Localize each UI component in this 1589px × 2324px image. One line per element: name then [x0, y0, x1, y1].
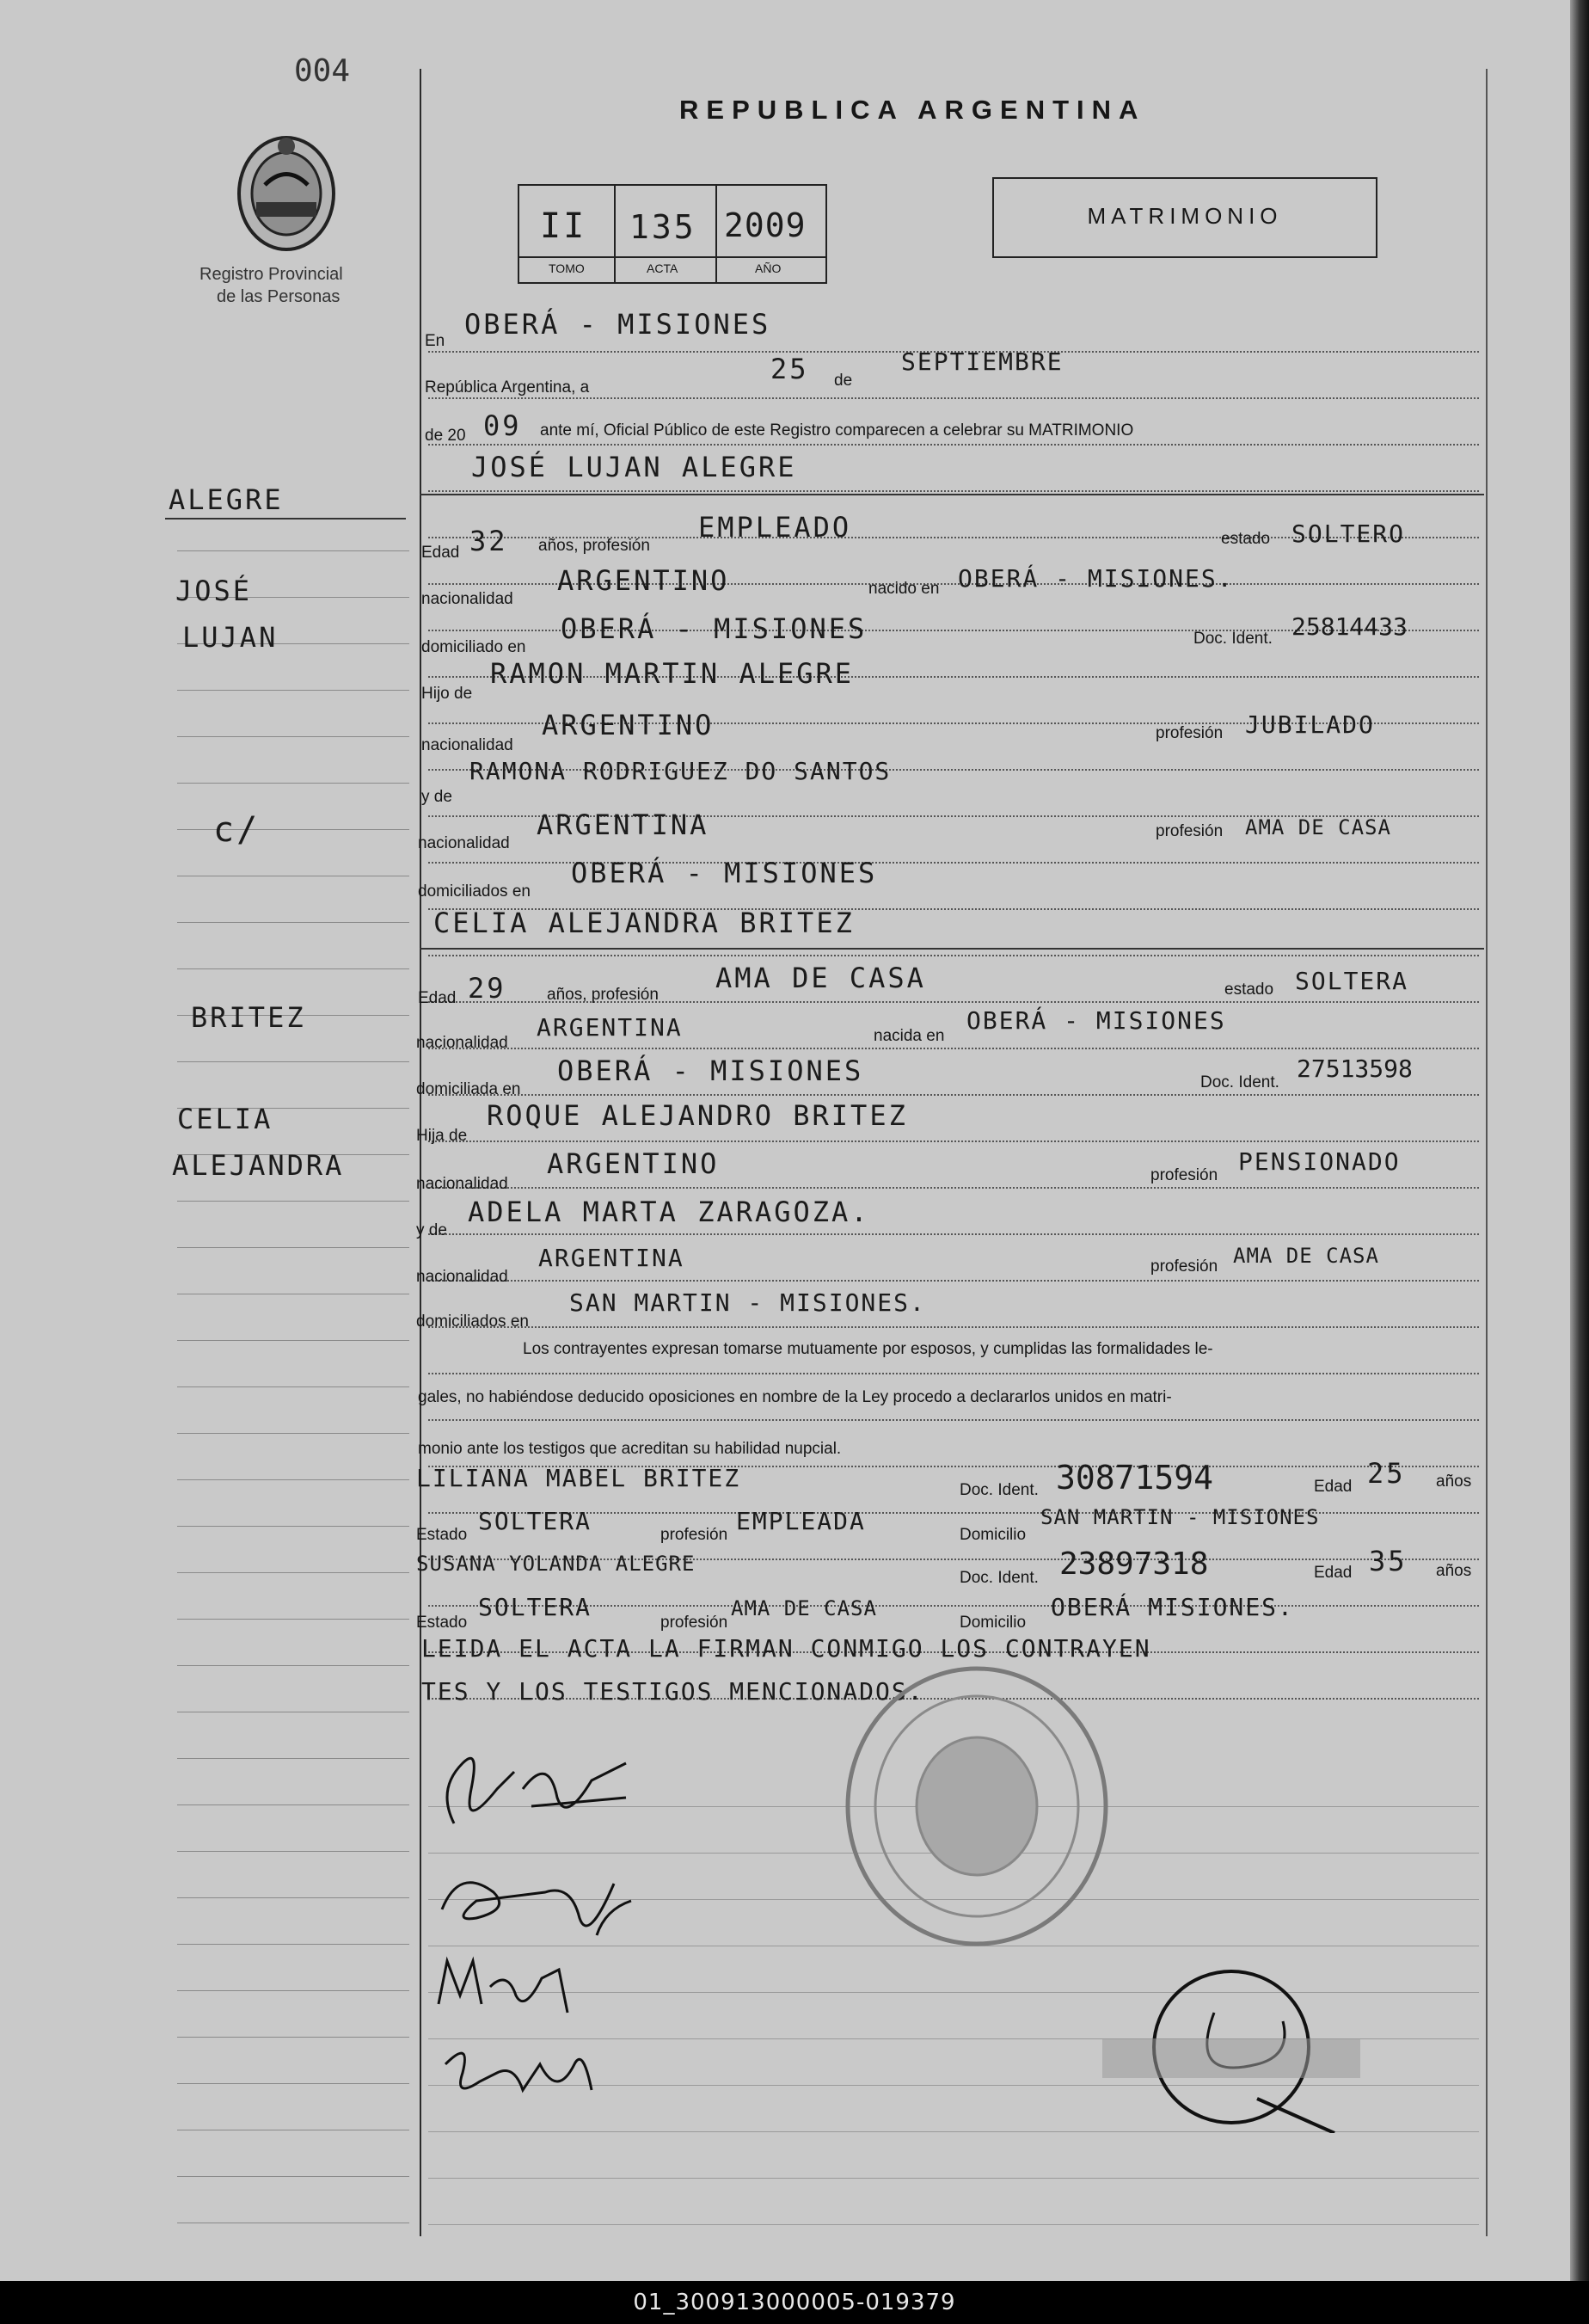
- marriage-year: 09: [483, 409, 522, 442]
- registry-name-line1: Registro Provincial: [199, 265, 343, 284]
- witness1-domicile: SAN MARTIN - MISIONES: [1040, 1505, 1320, 1529]
- registry-name-line2: de las Personas: [217, 287, 340, 306]
- body-rule: [428, 955, 1479, 956]
- margin-rule: [177, 1340, 409, 1341]
- bride-nacionalidad-label: nacionalidad: [416, 1034, 508, 1052]
- groom-doc: 25814433: [1291, 612, 1408, 641]
- margin-groom-surname: ALEGRE: [169, 483, 284, 516]
- groom-edad-label: Edad: [421, 544, 460, 562]
- witness2-anos-label: años: [1436, 1562, 1472, 1580]
- margin-rule: [177, 829, 409, 830]
- intro-sentence: ante mí, Oficial Público de este Registro comparecen a celebrar su MATRIMONIO: [540, 421, 1134, 440]
- body-rule: [428, 1094, 1479, 1096]
- anio-value: 2009: [724, 206, 807, 244]
- groom-nationality: ARGENTINO: [557, 564, 730, 597]
- bride-signature-icon: [425, 1849, 648, 1952]
- declaration-line2: gales, no habiéndose deducido oposiciones en nombre de la Ley procedo a declararlos unidos en matri-: [418, 1388, 1172, 1406]
- body-rule: [428, 1233, 1479, 1235]
- footer-bar: [0, 2281, 1589, 2324]
- margin-bride-surname: BRITEZ: [191, 1001, 306, 1034]
- body-rule: [428, 1373, 1479, 1374]
- bride-mother-nationality: ARGENTINA: [538, 1244, 684, 1272]
- groom-signature-icon: [428, 1737, 652, 1841]
- witness2-domicile: OBERÁ MISIONES.: [1051, 1593, 1294, 1621]
- bride-father-nac-label: nacionalidad: [416, 1175, 508, 1193]
- bride-yde-label: y de: [416, 1221, 447, 1239]
- bride-mother-nac-label: nacionalidad: [416, 1268, 508, 1286]
- margin-bride-given2: ALEJANDRA: [172, 1149, 345, 1182]
- groom-mother: RAMONA RODRIGUEZ DO SANTOS: [469, 757, 892, 785]
- bride-mother: ADELA MARTA ZARAGOZA.: [468, 1196, 870, 1228]
- margin-rule: [177, 1990, 409, 1991]
- margin-rule: [177, 1572, 409, 1573]
- body-rule: [428, 1326, 1479, 1328]
- margin-rule: [177, 1665, 409, 1666]
- groom-mother-profession: AMA DE CASA: [1245, 815, 1391, 839]
- officer-signature-stamp-icon: [1085, 1961, 1377, 2133]
- witness2-doc: 23897318: [1059, 1546, 1209, 1582]
- groom-nacido-label: nacido en: [868, 580, 940, 598]
- margin-rule: [177, 1758, 409, 1759]
- section-divider: [420, 494, 1484, 495]
- margin-rule: [177, 1479, 409, 1480]
- body-rule: [428, 1419, 1479, 1421]
- signature-rule: [428, 2178, 1479, 2179]
- groom-domiciliado-label: domiciliado en: [421, 638, 526, 656]
- groom-father-prof-label: profesión: [1156, 724, 1224, 742]
- groom-age: 32: [469, 525, 508, 557]
- margin-rule: [177, 736, 409, 737]
- margin-rule: [177, 550, 409, 551]
- margin-rule: [177, 1061, 409, 1062]
- margin-rule: [177, 1944, 409, 1945]
- margin-groom-given2: LUJAN: [182, 621, 279, 654]
- groom-father-nac-label: nacionalidad: [421, 736, 513, 754]
- groom-name: JOSÉ LUJAN ALEGRE: [471, 451, 797, 483]
- groom-estado: SOLTERO: [1291, 520, 1406, 548]
- witness1-estado-label: Estado: [416, 1526, 468, 1544]
- bride-birthplace: OBERÁ - MISIONES: [966, 1006, 1226, 1035]
- margin-rule: [177, 1526, 409, 1527]
- declaration-line3: monio ante los testigos que acreditan su habilidad nupcial.: [418, 1440, 842, 1458]
- witness2-domic-label: Domicilio: [960, 1614, 1027, 1632]
- acta-label: ACTA: [647, 261, 678, 275]
- witness1-signature-icon: [430, 1944, 585, 2030]
- margin-rule: [177, 1201, 409, 1202]
- provincial-seal-icon: [230, 120, 342, 254]
- groom-father-nationality: ARGENTINO: [542, 709, 715, 741]
- witness2-profession: AMA DE CASA: [731, 1596, 877, 1620]
- bride-father: ROQUE ALEJANDRO BRITEZ: [487, 1099, 908, 1132]
- margin-rule: [177, 783, 409, 784]
- groom-yde-label: y de: [421, 788, 452, 806]
- republica-label: República Argentina, a: [425, 378, 590, 397]
- groom-hijo-label: Hijo de: [421, 685, 473, 703]
- margin-bride-given1: CELIA: [177, 1103, 273, 1135]
- witness1-age: 25: [1367, 1457, 1406, 1490]
- body-rule: [428, 397, 1479, 399]
- groom-mother-nac-label: nacionalidad: [418, 834, 510, 852]
- anio-label: AÑO: [755, 261, 782, 275]
- body-rule: [428, 444, 1479, 446]
- groom-mother-prof-label: profesión: [1156, 822, 1224, 840]
- section-divider: [420, 948, 1484, 950]
- witness1-edad-label: Edad: [1314, 1478, 1353, 1496]
- groom-father: RAMON MARTIN ALEGRE: [490, 657, 855, 690]
- bride-hija-label: Hija de: [416, 1127, 468, 1145]
- year-label: de 20: [425, 427, 466, 445]
- witness2-estado: SOLTERA: [478, 1593, 592, 1621]
- margin-rule: [177, 968, 409, 969]
- bride-mother-prof-label: profesión: [1150, 1257, 1218, 1276]
- witness1-prof-label: profesión: [660, 1526, 728, 1544]
- bride-father-nationality: ARGENTINO: [547, 1147, 720, 1180]
- margin-rule: [177, 2083, 409, 2084]
- groom-father-profession: JUBILADO: [1245, 710, 1375, 739]
- groom-estado-label: estado: [1221, 530, 1271, 548]
- groom-domicile: OBERÁ - MISIONES: [561, 612, 868, 645]
- witness1-doc: 30871594: [1056, 1459, 1214, 1497]
- margin-rule: [177, 2037, 409, 2038]
- margin-connector: c/: [213, 810, 261, 850]
- body-rule: [428, 1280, 1479, 1282]
- bride-mother-profession: AMA DE CASA: [1233, 1244, 1379, 1268]
- margin-rule: [177, 690, 409, 691]
- body-rule: [428, 490, 1479, 492]
- country-title: REPUBLICA ARGENTINA: [679, 95, 1146, 125]
- marriage-day: 25: [770, 353, 809, 385]
- en-label: En: [425, 332, 445, 350]
- margin-rule: [177, 1897, 409, 1898]
- witness2-age: 35: [1369, 1545, 1408, 1577]
- groom-profesion-label: años, profesión: [538, 537, 650, 555]
- official-seal-stamp-icon: [839, 1660, 1114, 1952]
- bride-estado: SOLTERA: [1295, 967, 1409, 995]
- witness1-anos-label: años: [1436, 1472, 1472, 1491]
- doc-type-title: MATRIMONIO: [1087, 203, 1283, 229]
- footer-code: 01_300913000005-019379: [633, 2290, 956, 2315]
- groom-nacionalidad-label: nacionalidad: [421, 590, 513, 608]
- groom-mother-nationality: ARGENTINA: [537, 808, 709, 841]
- bride-profession: AMA DE CASA: [715, 962, 926, 994]
- groom-doc-label: Doc. Ident.: [1193, 630, 1273, 648]
- groom-birthplace: OBERÁ - MISIONES.: [958, 564, 1234, 593]
- folio-number: 004: [294, 53, 351, 89]
- bride-domicile: OBERÁ - MISIONES: [557, 1054, 864, 1087]
- signature-rule: [428, 2224, 1479, 2225]
- margin-rule: [177, 1386, 409, 1387]
- witness2-name: SUSANA YOLANDA ALEGRE: [416, 1552, 696, 1576]
- margin-groom-given1: JOSÉ: [175, 575, 253, 607]
- right-border: [1486, 69, 1488, 2236]
- witness1-estado: SOLTERA: [478, 1507, 592, 1535]
- margin-rule: [177, 1247, 409, 1248]
- margin-rule: [177, 2176, 409, 2177]
- doc-type-box: [992, 177, 1377, 258]
- groom-parents-domicile: OBERÁ - MISIONES: [571, 857, 878, 889]
- bride-nacida-label: nacida en: [874, 1027, 945, 1045]
- witness2-signature-icon: [428, 2030, 600, 2116]
- body-rule: [428, 1140, 1479, 1142]
- margin-rule: [177, 1619, 409, 1620]
- bride-parents-domicile: SAN MARTIN - MISIONES.: [569, 1288, 926, 1317]
- bride-name: CELIA ALEJANDRA BRITEZ: [433, 907, 855, 939]
- witness1-domic-label: Domicilio: [960, 1526, 1027, 1544]
- witness2-prof-label: profesión: [660, 1614, 728, 1632]
- closing-line2: TES Y LOS TESTIGOS MENCIONADOS.: [421, 1677, 924, 1706]
- marriage-month: SEPTIEMBRE: [901, 347, 1064, 376]
- bride-father-prof-label: profesión: [1150, 1166, 1218, 1184]
- bride-doc-label: Doc. Ident.: [1200, 1073, 1279, 1091]
- groom-profession: EMPLEADO: [698, 511, 852, 544]
- bride-father-profession: PENSIONADO: [1238, 1147, 1401, 1176]
- declaration-line1: Los contrayentes expresan tomarse mutuamente por esposos, y cumplidas las formalidades le-: [523, 1340, 1213, 1358]
- witness1-doc-label: Doc. Ident.: [960, 1481, 1039, 1499]
- tomo-label: TOMO: [549, 261, 585, 275]
- bride-doc: 27513598: [1297, 1054, 1413, 1083]
- closing-line1: LEIDA EL ACTA LA FIRMAN CONMIGO LOS CONTRAYEN: [421, 1634, 1151, 1663]
- bride-age: 29: [468, 972, 506, 1005]
- margin-rule: [177, 922, 409, 923]
- de-label: de: [834, 372, 853, 390]
- margin-rule: [177, 1433, 409, 1434]
- bride-profesion-label: años, profesión: [547, 986, 659, 1004]
- body-rule: [428, 1187, 1479, 1189]
- bride-parents-domic-label: domiciliados en: [416, 1313, 529, 1331]
- bride-nationality: ARGENTINA: [537, 1013, 683, 1042]
- witness1-profession: EMPLEADA: [736, 1507, 866, 1535]
- margin-divider: [420, 69, 421, 2236]
- page-edge-shadow: [1570, 0, 1589, 2281]
- witness2-edad-label: Edad: [1314, 1564, 1353, 1582]
- bride-edad-label: Edad: [418, 989, 457, 1007]
- registration-box: [518, 184, 827, 284]
- witness1-name: LILIANA MABEL BRITEZ: [416, 1464, 741, 1492]
- tomo-value: II: [540, 206, 587, 246]
- acta-value: 135: [629, 208, 696, 246]
- marriage-place: OBERÁ - MISIONES: [464, 308, 771, 341]
- margin-rule: [177, 1851, 409, 1852]
- bride-estado-label: estado: [1224, 981, 1274, 999]
- margin-rule: [177, 1804, 409, 1805]
- bride-domiciliada-label: domiciliada en: [416, 1080, 521, 1098]
- witness2-estado-label: Estado: [416, 1614, 468, 1632]
- margin-underline: [165, 518, 406, 520]
- groom-parents-domic-label: domiciliados en: [418, 882, 531, 901]
- body-rule: [428, 1048, 1479, 1049]
- witness2-doc-label: Doc. Ident.: [960, 1569, 1039, 1587]
